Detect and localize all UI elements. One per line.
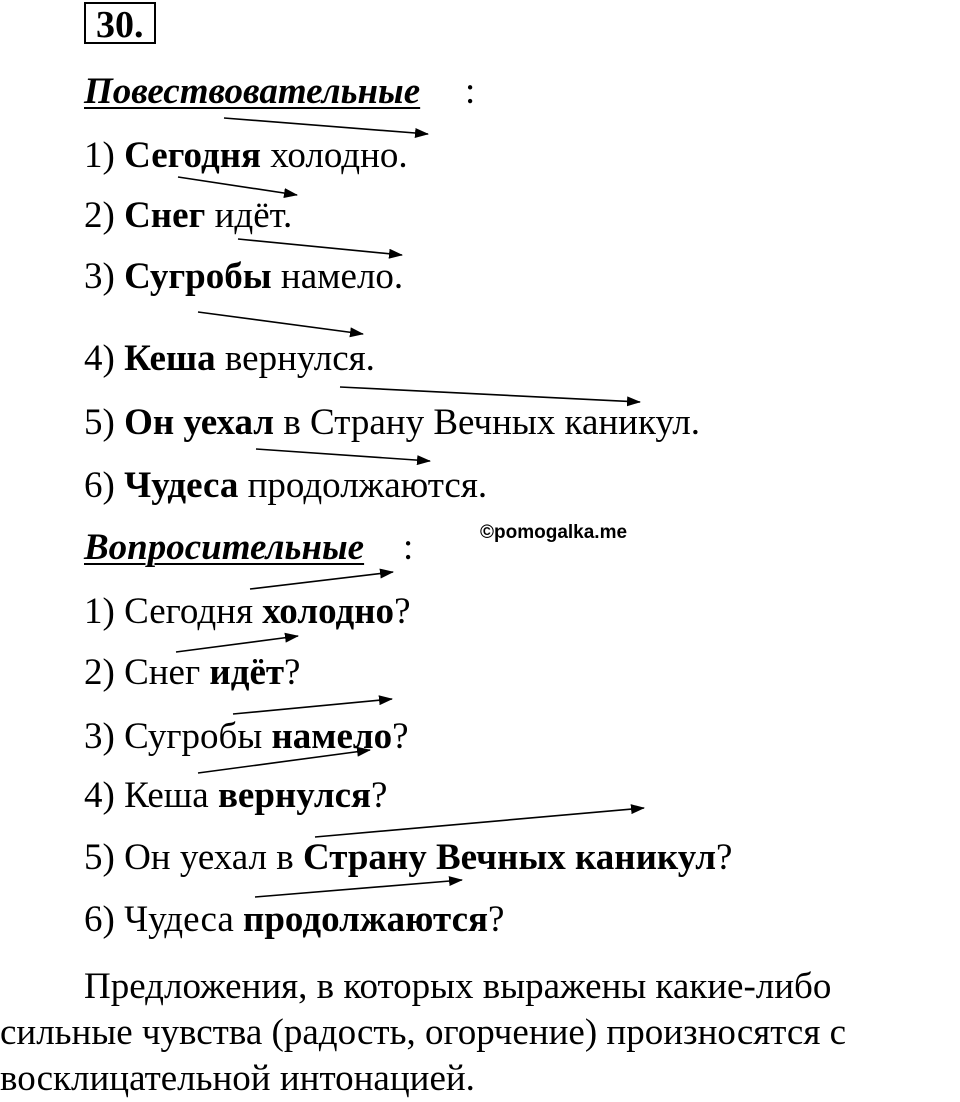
item-bold: продолжаются bbox=[243, 899, 489, 940]
item-end: ? bbox=[394, 591, 411, 632]
interrogative-item bbox=[84, 653, 300, 693]
item-rest: в Страну Вечных каникул. bbox=[283, 402, 701, 443]
arrow-icon bbox=[255, 880, 462, 897]
arrow-icon bbox=[340, 387, 640, 402]
arrow-icon bbox=[250, 572, 393, 589]
item-plain: Снег bbox=[124, 652, 201, 693]
arrow-icon bbox=[256, 449, 430, 461]
item-end: ? bbox=[716, 837, 733, 878]
interrogative-item bbox=[84, 838, 732, 878]
declarative-item bbox=[84, 339, 375, 379]
interrogative-item bbox=[84, 717, 409, 757]
declarative-item bbox=[84, 403, 700, 443]
item-number: 5) bbox=[84, 402, 115, 443]
interrogative-item bbox=[84, 776, 387, 816]
item-end: ? bbox=[488, 899, 505, 940]
item-bold: холодно bbox=[262, 591, 395, 632]
item-bold: Страну Вечных каникул bbox=[303, 837, 717, 878]
conclusion-paragraph bbox=[0, 964, 960, 1102]
item-number: 5) bbox=[84, 837, 115, 878]
item-number: 6) bbox=[84, 899, 115, 940]
item-plain: Сугробы bbox=[124, 716, 263, 757]
declarative-item bbox=[84, 466, 487, 506]
arrow-icon bbox=[224, 118, 428, 134]
item-bold: Сегодня bbox=[124, 135, 262, 176]
item-rest: идёт. bbox=[214, 195, 293, 236]
item-bold: Кеша bbox=[124, 338, 216, 379]
item-end: ? bbox=[284, 652, 301, 693]
interrogative-heading-colon: : bbox=[403, 527, 414, 568]
arrow-icon bbox=[233, 699, 392, 714]
item-number: 2) bbox=[84, 195, 115, 236]
item-bold: Он уехал bbox=[124, 402, 275, 443]
item-plain: Чудеса bbox=[124, 899, 234, 940]
item-number: 1) bbox=[84, 135, 115, 176]
item-rest: продолжаются. bbox=[247, 465, 488, 506]
item-number: 2) bbox=[84, 652, 115, 693]
item-end: ? bbox=[392, 716, 409, 757]
exercise-number: 30. bbox=[84, 2, 156, 44]
item-end: ? bbox=[371, 775, 388, 816]
arrow-icon bbox=[178, 177, 297, 195]
watermark: ©pomogalka.me bbox=[480, 522, 628, 543]
item-plain: Кеша bbox=[124, 775, 209, 816]
declarative-item bbox=[84, 257, 403, 297]
item-bold: вернулся bbox=[217, 775, 372, 816]
declarative-item bbox=[84, 196, 292, 236]
arrow-icon bbox=[198, 312, 363, 334]
arrow-icon bbox=[238, 239, 402, 255]
paragraph-line: восклицательной интонацией. bbox=[0, 1058, 475, 1099]
item-rest: намело. bbox=[280, 256, 404, 297]
arrow-icon bbox=[176, 636, 298, 652]
item-rest: вернулся. bbox=[224, 338, 375, 379]
item-bold: намело bbox=[271, 716, 393, 757]
item-rest: холодно. bbox=[270, 135, 408, 176]
item-bold: идёт bbox=[209, 652, 285, 693]
declarative-item bbox=[84, 136, 408, 176]
item-number: 6) bbox=[84, 465, 115, 506]
paragraph-line: Предложения, в которых выражены какие-либо bbox=[84, 966, 832, 1007]
item-plain: Сегодня bbox=[124, 591, 253, 632]
item-number: 1) bbox=[84, 591, 115, 632]
interrogative-item bbox=[84, 592, 411, 632]
item-bold: Сугробы bbox=[124, 256, 272, 297]
paragraph-line: сильные чувства (радость, огорчение) произносятся с bbox=[0, 1012, 847, 1053]
declarative-heading-colon: : bbox=[465, 71, 476, 112]
interrogative-item bbox=[84, 900, 504, 940]
declarative-heading: Повествовательные bbox=[84, 71, 421, 112]
item-number: 4) bbox=[84, 338, 115, 379]
item-number: 3) bbox=[84, 716, 115, 757]
item-plain: Он уехал в bbox=[124, 837, 294, 878]
item-number: 3) bbox=[84, 256, 115, 297]
interrogative-heading: Вопросительные bbox=[84, 527, 365, 568]
item-number: 4) bbox=[84, 775, 115, 816]
item-bold: Снег bbox=[124, 195, 206, 236]
item-bold: Чудеса bbox=[124, 465, 239, 506]
